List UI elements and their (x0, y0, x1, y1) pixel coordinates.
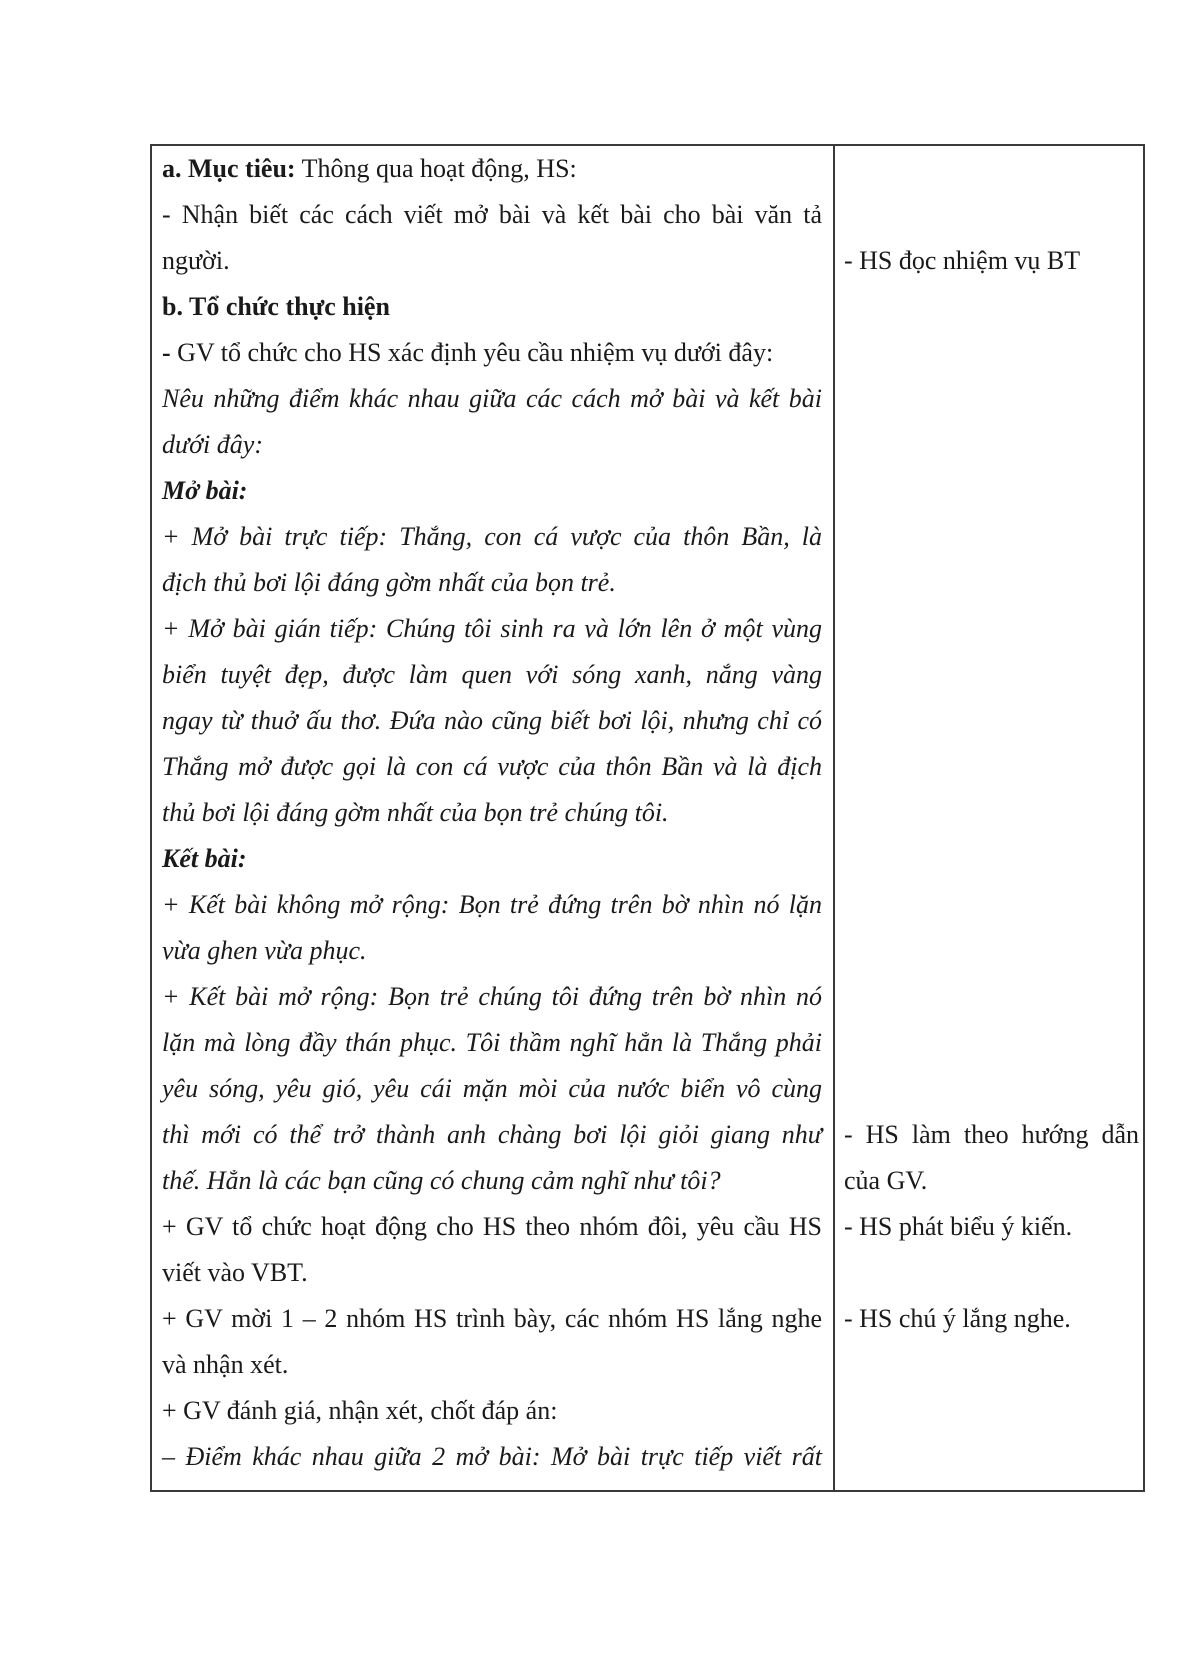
objective-detail-2: người. (162, 246, 230, 275)
task-prompt-1: Nêu những điểm khác nhau giữa các cách mở bài và kết bài (162, 384, 822, 413)
indirect-opening-4: Thắng mở được gọi là con cá vược của thôn Bần và là địch (162, 752, 822, 781)
hs-read-task: - HS đọc nhiệm vụ BT (844, 246, 1081, 275)
gv-task-text: GV tổ chức cho HS xác định yêu cầu nhiệm vụ dưới đây: (177, 338, 774, 367)
lesson-plan-table (150, 144, 1145, 1492)
gv-evaluation: + GV đánh giá, nhận xét, chốt đáp án: (162, 1396, 558, 1425)
gv-pair-work-1: + GV tổ chức hoạt động cho HS theo nhóm đôi, yêu cầu HS (162, 1212, 822, 1241)
open-ending-4: thì mới có thể trở thành anh chàng bơi lội giỏi giang như (162, 1120, 822, 1149)
closed-ending-1: + Kết bài không mở rộng: Bọn trẻ đứng trên bờ nhìn nó lặn (162, 890, 822, 919)
hs-give-opinion: - HS phát biểu ý kiến. (844, 1212, 1073, 1241)
closed-ending-2: vừa ghen vừa phục. (162, 936, 367, 965)
hs-listen: - HS chú ý lắng nghe. (844, 1304, 1071, 1333)
indirect-opening-5: thủ bơi lội đáng gờm nhất của bọn trẻ chúng tôi. (162, 798, 669, 827)
direct-opening-1: + Mở bài trực tiếp: Thắng, con cá vược của thôn Bần, là (162, 522, 822, 551)
column-divider (833, 146, 835, 1490)
gv-task-line (162, 330, 773, 376)
opening-heading: Mở bài: (162, 476, 248, 505)
gv-task-dash: - (162, 338, 178, 367)
gv-presentation-1: + GV mời 1 – 2 nhóm HS trình bày, các nhóm HS lắng nghe (162, 1304, 822, 1333)
indirect-opening-3: ngay từ thuở ấu thơ. Đứa nào cũng biết bơi lội, nhưng chỉ có (162, 706, 822, 735)
open-ending-3: yêu sóng, yêu gió, yêu cái mặn mòi của nước biển vô cùng (162, 1074, 822, 1103)
indirect-opening-2: biển tuyệt đẹp, được làm quen với sóng xanh, nắng vàng (162, 660, 822, 689)
gv-pair-work-2: viết vào VBT. (162, 1258, 308, 1287)
objective-label: a. Mục tiêu: (162, 154, 296, 183)
direct-opening-2: địch thủ bơi lội đáng gờm nhất của bọn trẻ. (162, 568, 616, 597)
closing-heading: Kết bài: (162, 844, 247, 873)
open-ending-5: thế. Hẳn là các bạn cũng có chung cảm nghĩ như tôi? (162, 1166, 721, 1195)
objective-text: Thông qua hoạt động, HS: (295, 154, 577, 183)
objective-detail-1: - Nhận biết các cách viết mở bài và kết bài cho bài văn tả (162, 200, 822, 229)
difference-note: – Điểm khác nhau giữa 2 mở bài: Mở bài trực tiếp viết rất (162, 1442, 822, 1471)
task-prompt-2: dưới đây: (162, 430, 263, 459)
objective-line (162, 146, 577, 192)
hs-follow-guide-2: của GV. (844, 1166, 928, 1195)
indirect-opening-1: + Mở bài gián tiếp: Chúng tôi sinh ra và lớn lên ở một vùng (162, 614, 822, 643)
hs-follow-guide-1: - HS làm theo hướng dẫn (844, 1120, 1139, 1149)
organization-heading: b. Tổ chức thực hiện (162, 292, 390, 321)
open-ending-2: lặn mà lòng đầy thán phục. Tôi thầm nghĩ hẳn là Thắng phải (162, 1028, 822, 1057)
gv-presentation-2: và nhận xét. (162, 1350, 289, 1379)
open-ending-1: + Kết bài mở rộng: Bọn trẻ chúng tôi đứng trên bờ nhìn nó (162, 982, 822, 1011)
